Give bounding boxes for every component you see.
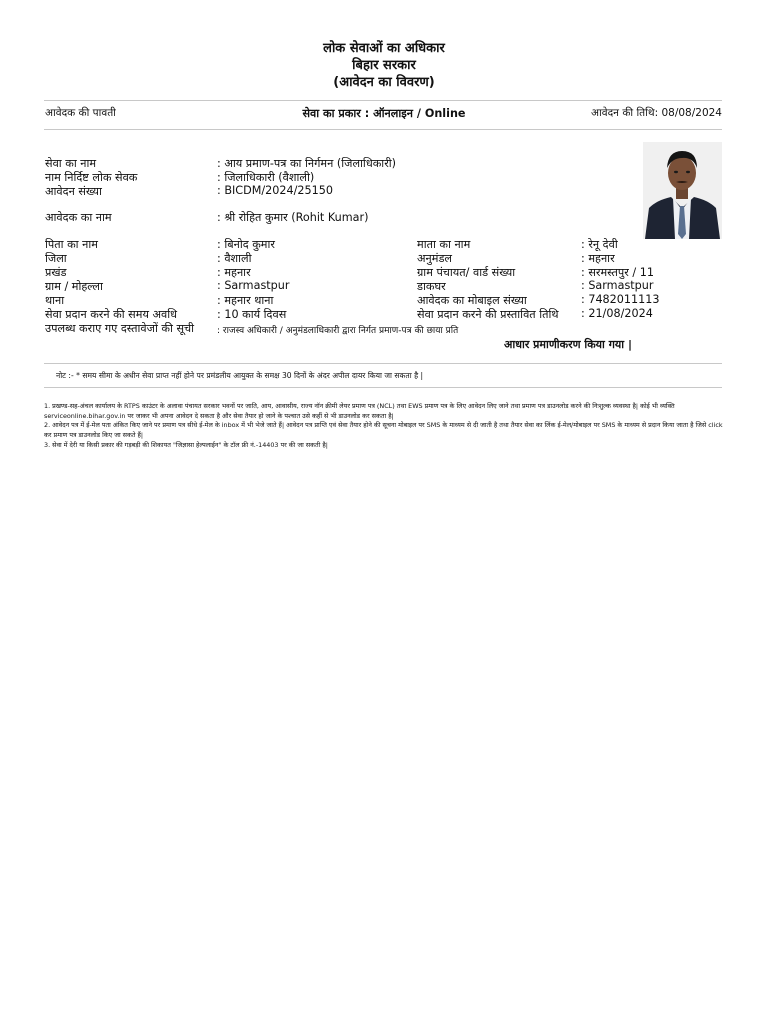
subdivision-value: : महनार <box>581 252 615 265</box>
mother-label: माता का नाम <box>417 238 471 251</box>
documents-value: : राजस्व अधिकारी / अनुमंडलाधिकारी द्वारा निर्गत प्रमाण-पत्र की छाया प्रति <box>217 326 459 336</box>
aadhaar-authentication: आधार प्रमाणीकरण किया गया | <box>503 338 632 351</box>
post-office-value: : Sarmastpur <box>581 279 654 292</box>
application-no-label: आवेदन संख्या <box>45 185 102 198</box>
application-no-value: : BICDM/2024/25150 <box>217 184 333 197</box>
proposed-date-value: : 21/08/2024 <box>581 307 653 320</box>
top-divider <box>44 100 722 101</box>
instruction-1: 1. प्रखण्ड-सह-अंचल कार्यालय के RTPS काउंटर के अलावा पंचायत सरकार भवनों पर जाति, आय, आवासीय, राज्य नॉन क्रीमी लेयर प्रमाण पत्र (NCL) तथा EWS प्रमाण पत्र के लिए आवेदन लिए जाने तथा प्रमाण पत्र डाउनलोड करने की निःशुल्क व्यवस्था है| कोई भी व्यक्ति serviceonline.bihar.gov.in पर जाकर भी अपना आवेदन दे सकता है और सेवा तैयार हो जाने के पश्चात उसे कहीं से भी डाउनलोड कर सकता है| <box>44 402 675 420</box>
village-label: ग्राम / मोहल्ला <box>45 280 103 293</box>
note-divider-bottom <box>44 387 722 388</box>
district-value: : वैशाली <box>217 252 252 265</box>
applicant-name-value: : श्री रोहित कुमार (Rohit Kumar) <box>217 211 369 224</box>
service-name-label: सेवा का नाम <box>45 157 97 170</box>
duration-label: सेवा प्रदान करने की समय अवधि <box>45 308 178 321</box>
note-divider-top <box>44 363 722 364</box>
appeal-note: नोट :- * समय सीमा के अधीन सेवा प्राप्त नहीं होने पर प्रमंडलीय आयुक्त के समक्ष 30 दिनों के अंदर अपील दायर किया जा सकता है | <box>56 371 424 380</box>
instruction-2: 2. आवेदन पत्र में ई-मेल पता अंकित किए जाने पर प्रमाण पत्र सीधे ई-मेल के inbox में भी भेजे जाते हैं| आवेदन पत्र प्राप्ति एवं सेवा तैयार होने की सूचना मोबाइल पर SMS के माध्यम से दी जाती है तथा तैयार सेवा का लिंक ई-मेल/मोबाइल पर SMS के माध्यम से प्रदान किया जाता है जिसे click कर प्रमाण पत्र डाउनलोड किए जा सकते हैं| <box>44 421 723 439</box>
mobile-value: : 7482011113 <box>581 293 660 306</box>
police-station-value: : महनार थाना <box>217 294 274 307</box>
mother-value: : रेनू देवी <box>581 238 618 251</box>
designated-officer-value: : जिलाधिकारी (वैशाली) <box>217 171 315 184</box>
district-label: जिला <box>45 252 67 265</box>
designated-officer-label: नाम निर्दिष्ट लोक सेवक <box>45 171 138 184</box>
applicant-photo <box>643 142 722 239</box>
documents-label: उपलब्ध कराए गए दस्तावेजों की सूची <box>45 322 195 335</box>
father-value: : बिनोद कुमार <box>217 238 275 251</box>
panchayat-value: : सरमस्तपुर / 11 <box>581 266 654 279</box>
acknowledgement-label: आवेदक की पावती <box>45 107 116 119</box>
duration-value: : 10 कार्य दिवस <box>217 308 287 321</box>
applicant-name-label: आवेदक का नाम <box>45 211 112 224</box>
applicant-photo-image <box>643 142 722 239</box>
panchayat-label: ग्राम पंचायत/ वार्ड संख्या <box>417 266 516 279</box>
post-office-label: डाकघर <box>417 280 446 293</box>
header-line-1: लोक सेवाओं का अधिकार <box>323 41 445 56</box>
header-line-3: (आवेदन का विवरण) <box>333 75 435 90</box>
police-station-label: थाना <box>45 294 65 307</box>
service-type: सेवा का प्रकार : ऑनलाइन / Online <box>302 107 466 120</box>
proposed-date-label: सेवा प्रदान करने की प्रस्तावित तिथि <box>417 308 559 321</box>
block-label: प्रखंड <box>45 266 67 279</box>
service-name-value: : आय प्रमाण-पत्र का निर्गमन (जिलाधिकारी) <box>217 157 397 170</box>
subdivision-label: अनुमंडल <box>417 252 453 265</box>
father-label: पिता का नाम <box>45 238 98 251</box>
header-line-2: बिहार सरकार <box>352 58 416 73</box>
bar-divider <box>44 129 722 130</box>
village-value: : Sarmastpur <box>217 279 290 292</box>
instruction-3: 3. सेवा में देरी या किसी प्रकार की गड़बड़ी की शिकायत "जिज्ञासा हेल्पलाईन" के टॉल फ्री नं.-14403 पर की जा सकती है| <box>44 441 328 449</box>
application-date: आवेदन की तिथि: 08/08/2024 <box>591 107 722 119</box>
mobile-label: आवेदक का मोबाइल संख्या <box>417 294 527 307</box>
block-value: : महनार <box>217 266 251 279</box>
